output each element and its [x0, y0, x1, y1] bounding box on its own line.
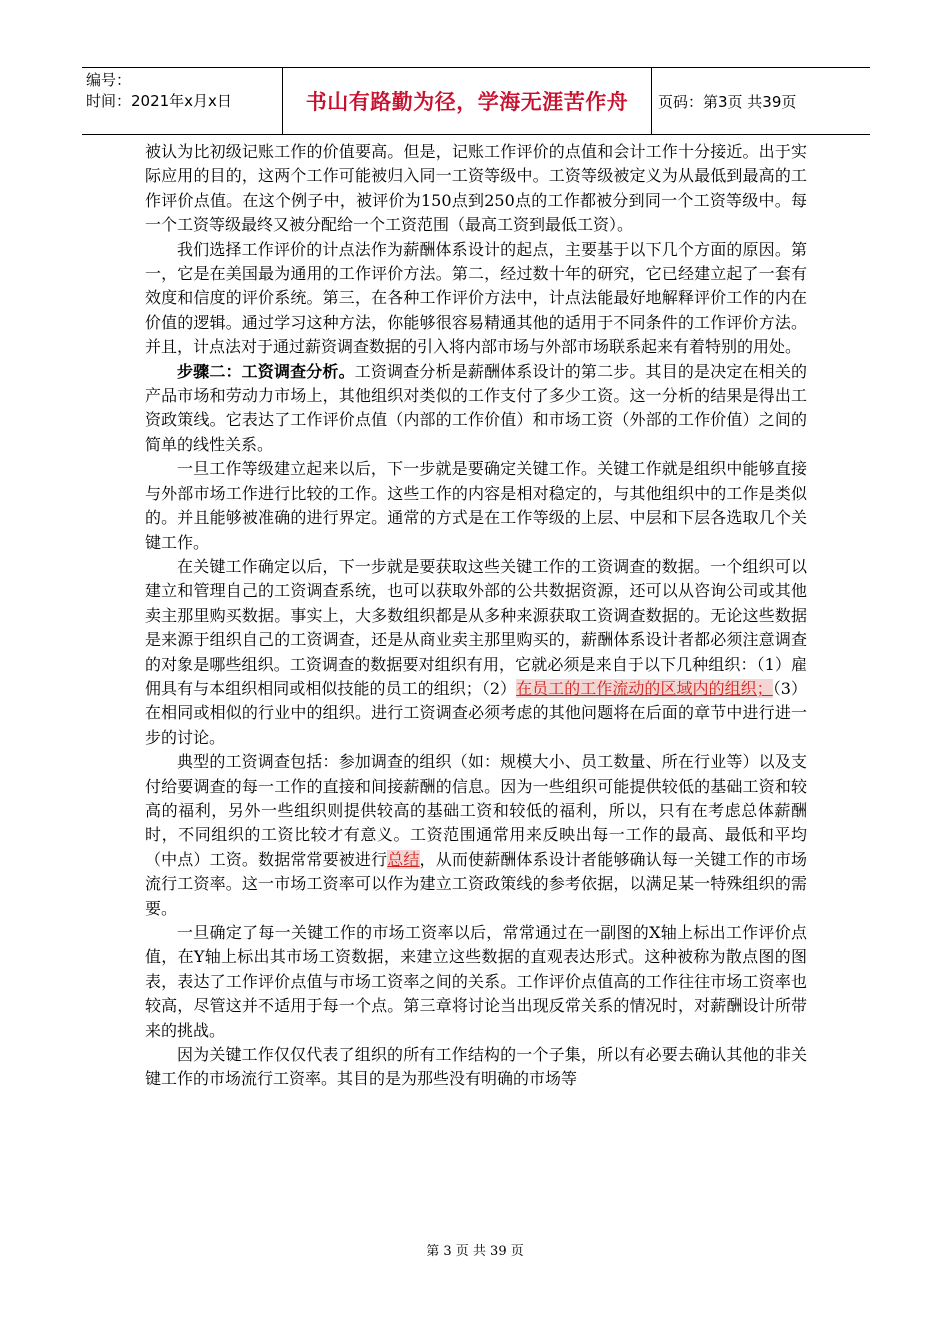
paragraph-text: （3）在相同或相似的行业中的组织。进行工资调查必须考虑的其他问题将在后面的章节中进行进一步的讨论。	[145, 678, 807, 747]
paragraph: 一旦确定了每一关键工作的市场工资率以后，常常通过在一副图的X轴上标出工作评价点值，在Y轴上标出其市场工资数据，来建立这些数据的直观表达形式。这种被称为散点图的图表，表达了工作评价点值与市场工资率之间的关系。工作评价点值高的工作往往市场工资率也较高，尽管这并不适用于每一个点。第三章将讨论当出现反常关系的情况时，对薪酬设计所带来的挑战。	[145, 923, 807, 1040]
paragraph-text: 典型的工资调查包括：参加调查的组织（如：规模大小、员工数量、所在行业等）以及支付给要调查的每一工作的直接和间接薪酬的信息。因为一些组织可能提供较低的基础工资和较高的福利，另外一些组织则提供较高的基础工资和较低的福利，所以，只有在考虑总体薪酬时，不同组织的工资比较才有意义。工资范围通常用来反映出每一工作的最高、最低和平均（中点）工资。数据常常要被进行	[145, 752, 807, 869]
paragraph-text: ，从而使薪酬体系设计者能够确认每一关键工作的市场流行工资率。这一市场工资率可以作为建立工资政策线的参考依据，以满足某一特殊组织的需要。	[145, 849, 807, 918]
paragraph	[145, 555, 807, 750]
highlighted-link[interactable]: 在员工的工作流动的区域内的组织；	[516, 678, 773, 698]
paragraph-text: 在关键工作确定以后，下一步就是要获取这些关键工作的工资调查的数据。一个组织可以建立和管理自己的工资调查系统，也可以获取外部的公共数据资源，还可以从咨询公司或其他卖主那里购买数据。事实上，大多数组织都是从多种来源获取工资调查数据的。无论这些数据是来源于组织自己的工资调查，还是从商业卖主那里购买的，薪酬体系设计者都必须注意调查的对象是哪些组织。工资调查的数据要对组织有用，它就必须是来自于以下几种组织：（1）雇佣具有与本组织相同或相似技能的员工的组织；（2）	[145, 556, 807, 698]
paragraph-text: 工资调查分析是薪酬体系设计的第二步。其目的是决定在相关的产品市场和劳动力市场上，其他组织对类似的工作支付了多少工资。这一分析的结果是得出工资政策线。它表达了工作评价点值（内部的工作价值）和市场工资（外部的工作价值）之间的简单的线性关系。	[145, 361, 807, 454]
header-page-info: 页码：第3页 共39页	[658, 92, 797, 111]
paragraph	[145, 750, 807, 921]
header-meta	[82, 68, 282, 134]
document-body	[145, 140, 807, 1092]
paragraph: 被认为比初级记账工作的价值要高。但是，记账工作评价的点值和会计工作十分接近。出于实际应用的目的，这两个工作可能被归入同一工资等级中。工资等级被定义为从最低到最高的工作评价点值。在这个例子中，被评价为150点到250点的工作都被分到同一个工资等级中。每一个工资等级最终又被分配给一个工资范围（最高工资到最低工资）。	[145, 142, 807, 235]
paragraph-step-two	[145, 360, 807, 458]
page-header	[82, 67, 870, 135]
header-motto: 书山有路勤为径，学海无涯苦作舟	[282, 68, 652, 134]
paragraph: 因为关键工作仅仅代表了组织的所有工作结构的一个子集，所以有必要去确认其他的非关键工作的市场流行工资率。其目的是为那些没有明确的市场等	[145, 1045, 807, 1089]
step-heading: 步骤二：工资调查分析。	[177, 361, 355, 381]
summary-link[interactable]: 总结	[387, 849, 420, 869]
paragraph: 我们选择工作评价的计点法作为薪酬体系设计的起点，主要基于以下几个方面的原因。第一，它是在美国最为通用的工作评价方法。第二，经过数十年的研究，它已经建立起了一套有效度和信度的评价系统。第三，在各种工作评价方法中，计点法能最好地解释评价工作的内在价值的逻辑。通过学习这种方法，你能够很容易精通其他的适用于不同条件的工作评价方法。并且，计点法对于通过薪资调查数据的引入将内部市场与外部市场联系起来有着特别的用处。	[145, 239, 807, 357]
document-number-label: 编号：	[86, 71, 132, 89]
paragraph: 一旦工作等级建立起来以后，下一步就是要确定关键工作。关键工作就是组织中能够直接与外部市场工作进行比较的工作。这些工作的内容是相对稳定的，与其他组织中的工作是类似的。并且能够被准确的进行界定。通常的方式是在工作等级的上层、中层和下层各选取几个关键工作。	[145, 459, 807, 552]
page-footer: 第 3 页 共 39 页	[426, 1244, 524, 1259]
document-date: 时间：2021年x月x日	[86, 92, 232, 110]
